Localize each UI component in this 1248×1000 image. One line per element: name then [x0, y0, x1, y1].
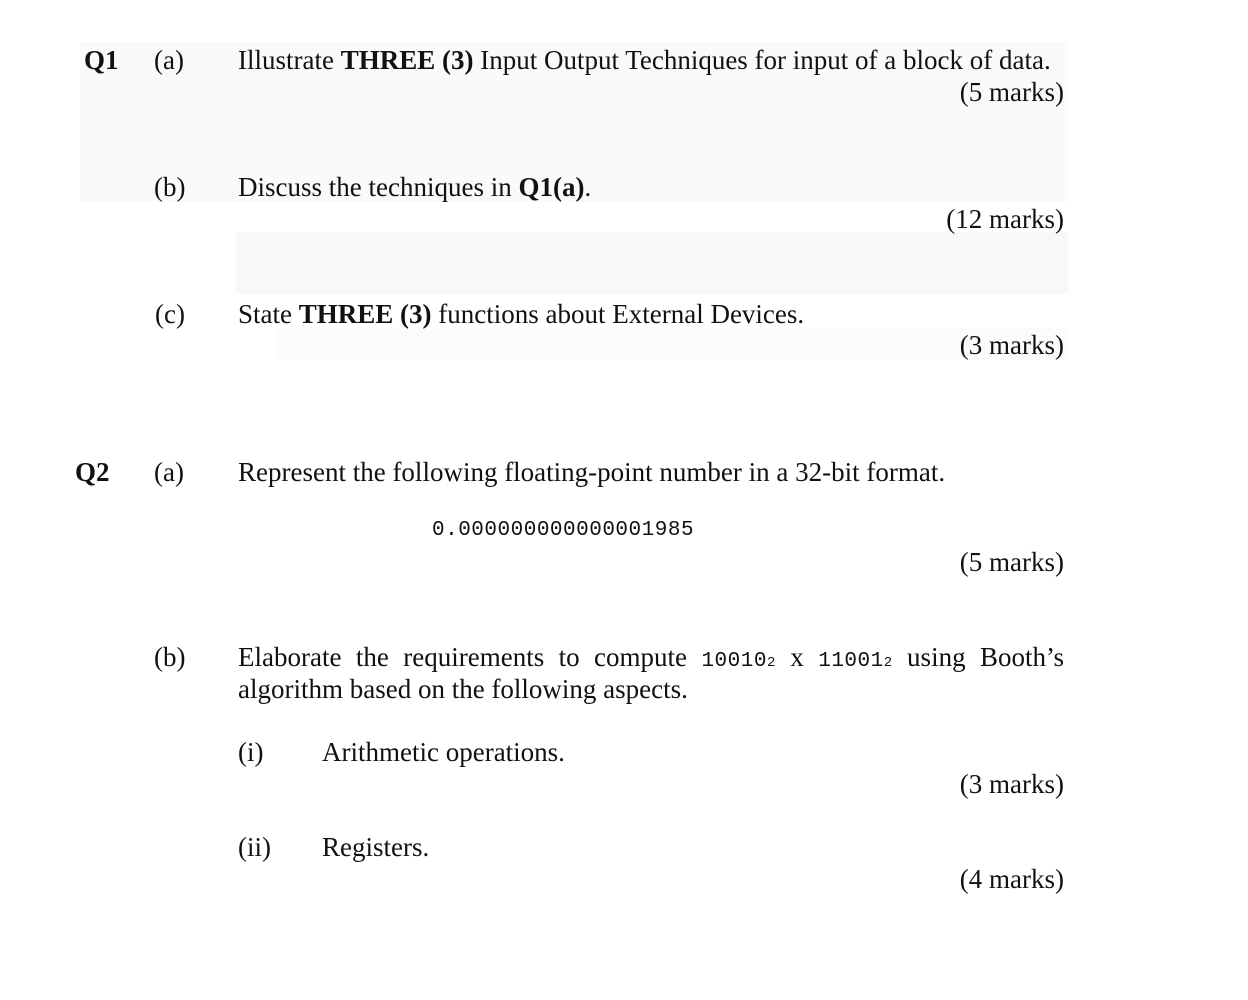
- question-text: Discuss the techniques in Q1(a).: [238, 172, 592, 202]
- subpart-label: (ii): [238, 832, 271, 862]
- floating-point-value: 0.000000000000001985: [432, 519, 695, 542]
- question-number: Q1: [84, 45, 119, 75]
- question-text-continued: algorithm based on the following aspects.: [238, 674, 688, 704]
- part-label: (a): [154, 45, 184, 75]
- marks-label: (5 marks): [959, 547, 1064, 577]
- part-label: (c): [155, 299, 185, 329]
- marks-label: (4 marks): [959, 864, 1064, 894]
- marks-label: (3 marks): [959, 769, 1064, 799]
- question-text: State THREE (3) functions about External Devices.: [238, 299, 805, 329]
- highlight-region: [276, 328, 1068, 360]
- question-text: Represent the following floating-point number in a 32-bit format.: [238, 457, 946, 487]
- part-label: (a): [154, 457, 184, 487]
- subpart-text: Arithmetic operations.: [322, 737, 565, 767]
- marks-label: (3 marks): [959, 330, 1064, 360]
- question-number: Q2: [75, 457, 110, 487]
- part-label: (b): [154, 172, 186, 202]
- subpart-label: (i): [238, 737, 264, 767]
- marks-label: (5 marks): [959, 77, 1064, 107]
- marks-label: (12 marks): [946, 204, 1064, 234]
- question-text: Elaborate the requirements to compute 100102 x 110012 using Booth’s: [238, 642, 1065, 673]
- question-text: Illustrate THREE (3) Input Output Techniques for input of a block of data.: [238, 45, 1051, 75]
- highlight-region: [236, 232, 1068, 294]
- part-label: (b): [154, 642, 186, 672]
- subpart-text: Registers.: [322, 832, 430, 862]
